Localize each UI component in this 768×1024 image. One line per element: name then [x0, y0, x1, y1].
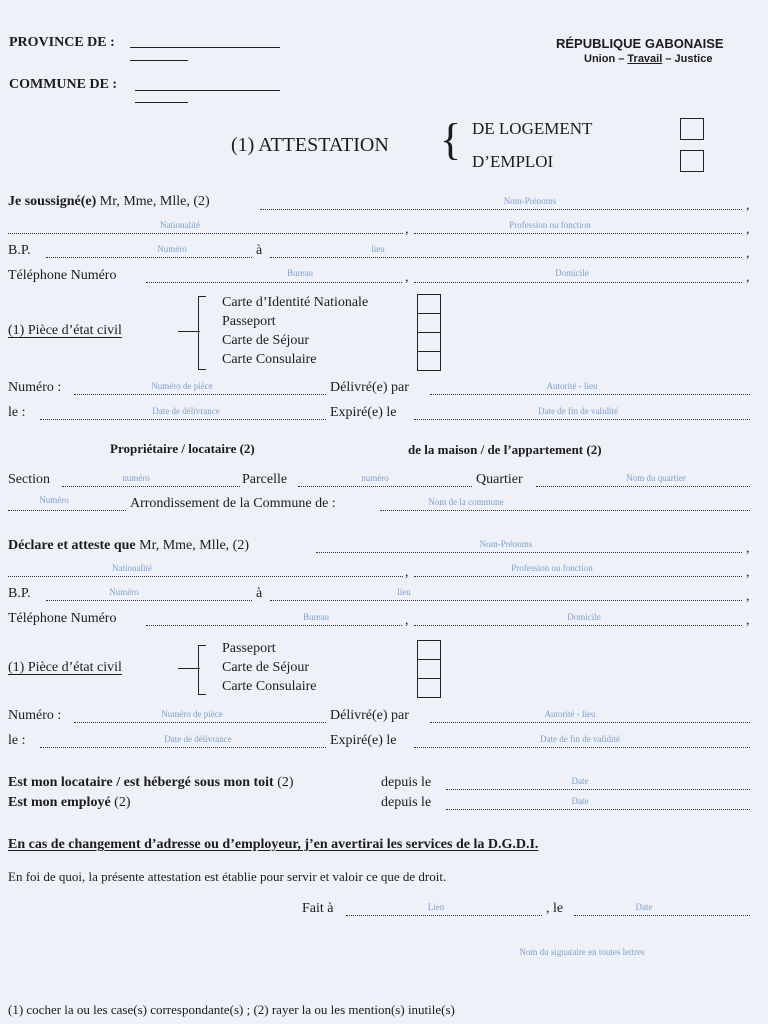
hint-nationalite: Nationalité: [160, 220, 200, 230]
attestation-title: (1) ATTESTATION: [231, 134, 389, 156]
bracket-connector: [178, 668, 200, 669]
hint-nom: Nom-Prénoms: [503, 196, 557, 206]
hint-commune: Nom de la commune: [428, 497, 504, 507]
hint-parcelle: numéro: [361, 473, 389, 483]
locataire-bold: Est mon locataire / est hébergé sous mon toit: [8, 775, 274, 790]
comma: ,: [405, 565, 409, 580]
motto-union: Union: [584, 53, 616, 65]
comma: ,: [746, 270, 750, 285]
hint-autorite: Autorité - lieu: [546, 381, 598, 391]
bp2-label: B.P.: [8, 586, 31, 601]
soussigne-rest: Mr, Mme, Mlle, (2): [99, 194, 210, 209]
locataire-line: [8, 775, 294, 791]
tel2-label: Téléphone Numéro: [8, 611, 117, 626]
fait-date-field[interactable]: [574, 915, 750, 916]
tel-label: Téléphone Numéro: [8, 268, 117, 283]
hint-numero: Numéro: [109, 587, 139, 597]
a2-label: à: [256, 586, 263, 601]
comma: ,: [746, 198, 750, 213]
bracket-top: [198, 296, 206, 297]
hint-bureau: Bureau: [287, 268, 313, 278]
nom2-field[interactable]: [316, 552, 742, 553]
comma: ,: [405, 613, 409, 628]
date-locataire-field[interactable]: [446, 789, 750, 790]
tel-bureau-field[interactable]: [146, 282, 402, 283]
employe-bold: Est mon employé: [8, 795, 111, 810]
le2-label: le :: [8, 733, 26, 748]
change-notice: En cas de changement d’adresse ou d’employeur, j’en avertirai les services de la D.G.D.I.: [8, 837, 539, 852]
piece2-label: [8, 660, 122, 676]
piece2-option: Carte Consulaire: [222, 679, 317, 694]
commune-label: COMMUNE DE :: [9, 77, 118, 92]
hint-lieu: lieu: [371, 244, 385, 254]
expire-label: Expiré(e) le: [330, 405, 397, 420]
profession2-field[interactable]: [414, 576, 742, 577]
piece2-option: Carte de Séjour: [222, 660, 310, 675]
footnote: (1) cocher la ou les case(s) correspondante(s) ; (2) rayer la ou les mention(s) inutile(s): [8, 1002, 455, 1017]
piece-checkbox[interactable]: [417, 351, 441, 371]
bracket-top: [198, 645, 206, 646]
province-field[interactable]: [130, 47, 280, 48]
hint-date-fin: Date de fin de validité: [540, 734, 620, 744]
comma: ,: [405, 270, 409, 285]
hint-lieu: lieu: [397, 587, 411, 597]
comma: ,: [746, 222, 750, 237]
comma: ,: [746, 246, 750, 261]
bracket-bottom: [198, 369, 206, 370]
piece2-checkbox[interactable]: [417, 640, 441, 660]
declare-rest: Mr, Mme, Mlle, (2): [139, 538, 250, 553]
bracket-connector: [178, 331, 200, 332]
hint-quartier: Nom du quartier: [626, 473, 686, 483]
piece-checkbox[interactable]: [417, 294, 441, 314]
proprietaire-label: Propriétaire / locataire (2): [110, 441, 255, 456]
piece2-label-text: (1) Pièce d’état civil: [8, 660, 122, 675]
soussigne-line: [8, 194, 210, 210]
piece2-option: Passeport: [222, 641, 276, 656]
piece-option: Passeport: [222, 314, 276, 329]
province-underline: [130, 60, 188, 61]
depuis2-label: depuis le: [381, 795, 432, 810]
lieu-field[interactable]: [270, 257, 742, 258]
title-brace: {: [440, 115, 462, 164]
piece-checkbox[interactable]: [417, 332, 441, 352]
fait-a-label: Fait à: [302, 901, 334, 916]
parcelle-field[interactable]: [298, 486, 472, 487]
profession-field[interactable]: [414, 233, 742, 234]
autorite2-field[interactable]: [430, 722, 750, 723]
option-logement-label: DE LOGEMENT: [472, 119, 593, 138]
date2-delivrance-field[interactable]: [40, 747, 326, 748]
hint-nationalite: Nationalité: [112, 563, 152, 573]
depuis1-label: depuis le: [381, 775, 432, 790]
motto: [584, 53, 712, 65]
nom-field[interactable]: [260, 209, 742, 210]
hint-lieu: Lieu: [427, 902, 445, 912]
locataire-rest: (2): [277, 775, 294, 790]
declare-line: [8, 538, 249, 554]
motto-sep: –: [618, 53, 625, 65]
numero2-label: Numéro :: [8, 708, 62, 723]
hint-profession: Profession ou fonction: [509, 220, 591, 230]
quartier-label: Quartier: [476, 472, 523, 487]
hint-numero: Numéro: [157, 244, 187, 254]
option-emploi-label: D’EMPLOI: [472, 152, 554, 171]
hint-date: Date: [571, 796, 589, 806]
maison-label: de la maison / de l’appartement (2): [408, 442, 602, 457]
motto-sep: –: [665, 53, 672, 65]
logement-checkbox[interactable]: [680, 118, 704, 140]
hint-date-delivrance: Date de délivrance: [164, 734, 232, 744]
arrondissement-label: Arrondissement de la Commune de :: [130, 496, 336, 511]
hint-profession: Profession ou fonction: [511, 563, 593, 573]
employe-line: [8, 795, 131, 811]
piece-label: [8, 323, 122, 339]
hint-numero-piece: Numéro de pièce: [151, 381, 213, 391]
employe-rest: (2): [114, 795, 131, 810]
date-delivrance-field[interactable]: [40, 419, 326, 420]
hint-numero-arr: Numéro: [39, 495, 69, 505]
a-label: à: [256, 243, 263, 258]
hint-domicile: Domicile: [555, 268, 589, 278]
le-label: le :: [8, 405, 26, 420]
hint-nom: Nom-Prénoms: [479, 539, 533, 549]
date-employe-field[interactable]: [446, 809, 750, 810]
expire2-label: Expiré(e) le: [330, 733, 397, 748]
hint-section: numéro: [122, 473, 150, 483]
en-foi-text: En foi de quoi, la présente attestation est établie pour servir et valoir ce que de droit.: [8, 869, 447, 884]
motto-travail: Travail: [627, 53, 663, 65]
hint-date: Date: [571, 776, 589, 786]
hint-domicile: Domicile: [567, 612, 601, 622]
piece2-checkbox[interactable]: [417, 659, 441, 679]
numero-label: Numéro :: [8, 380, 62, 395]
commune-underline: [135, 102, 188, 103]
nationalite-field[interactable]: [8, 233, 403, 234]
comma: ,: [746, 589, 750, 604]
lieu2-field[interactable]: [270, 600, 742, 601]
piece-option: Carte de Séjour: [222, 333, 310, 348]
date2-fin-field[interactable]: [414, 747, 750, 748]
quartier-field[interactable]: [536, 486, 750, 487]
hint-numero-piece: Numéro de pièce: [161, 709, 223, 719]
piece-option: Carte d’Identité Nationale: [222, 295, 369, 310]
hint-date-fin: Date de fin de validité: [538, 406, 618, 416]
piece-label-text: (1) Pièce d’état civil: [8, 323, 122, 338]
bp-label: B.P.: [8, 243, 31, 258]
soussigne-bold: Je soussigné(e): [8, 194, 97, 209]
fait-le-label: , le: [546, 901, 564, 916]
nationalite2-field[interactable]: [8, 576, 403, 577]
numero2-piece-field[interactable]: [74, 722, 326, 723]
autorite-field[interactable]: [430, 394, 750, 395]
emploi-checkbox[interactable]: [680, 150, 704, 172]
delivre2-label: Délivré(e) par: [330, 708, 409, 723]
hint-date: Date: [635, 902, 653, 912]
delivre-label: Délivré(e) par: [330, 380, 409, 395]
comma: ,: [746, 541, 750, 556]
piece2-checkbox[interactable]: [417, 678, 441, 698]
arrondissement-numero-field[interactable]: [8, 510, 126, 511]
bp2-field[interactable]: [46, 600, 252, 601]
bp-field[interactable]: [46, 257, 252, 258]
tel-domicile-field[interactable]: [414, 282, 742, 283]
numero-piece-field[interactable]: [74, 394, 326, 395]
comma: ,: [746, 613, 750, 628]
parcelle-label: Parcelle: [242, 472, 288, 487]
commune-field[interactable]: [135, 90, 280, 91]
piece-checkbox[interactable]: [417, 313, 441, 333]
bracket: [198, 296, 199, 370]
hint-bureau: Bureau: [303, 612, 329, 622]
motto-justice: Justice: [674, 53, 713, 65]
hint-date-delivrance: Date de délivrance: [152, 406, 220, 416]
bracket-bottom: [198, 694, 206, 695]
commune-name-field[interactable]: [380, 510, 750, 511]
province-label: PROVINCE DE :: [9, 35, 115, 50]
tel2-domicile-field[interactable]: [414, 625, 742, 626]
hint-signataire: Nom du signataire en toutes lettres: [519, 947, 645, 957]
section-label: Section: [8, 472, 50, 487]
declare-bold: Déclare et atteste que: [8, 538, 136, 553]
hint-autorite: Autorité - lieu: [544, 709, 596, 719]
piece-option: Carte Consulaire: [222, 352, 317, 367]
comma: ,: [405, 222, 409, 237]
date-fin-field[interactable]: [414, 419, 750, 420]
fait-lieu-field[interactable]: [346, 915, 542, 916]
republic-title: RÉPUBLIQUE GABONAISE: [556, 36, 724, 51]
comma: ,: [746, 565, 750, 580]
section-field[interactable]: [62, 486, 240, 487]
tel2-bureau-field[interactable]: [146, 625, 402, 626]
bracket: [198, 645, 199, 695]
